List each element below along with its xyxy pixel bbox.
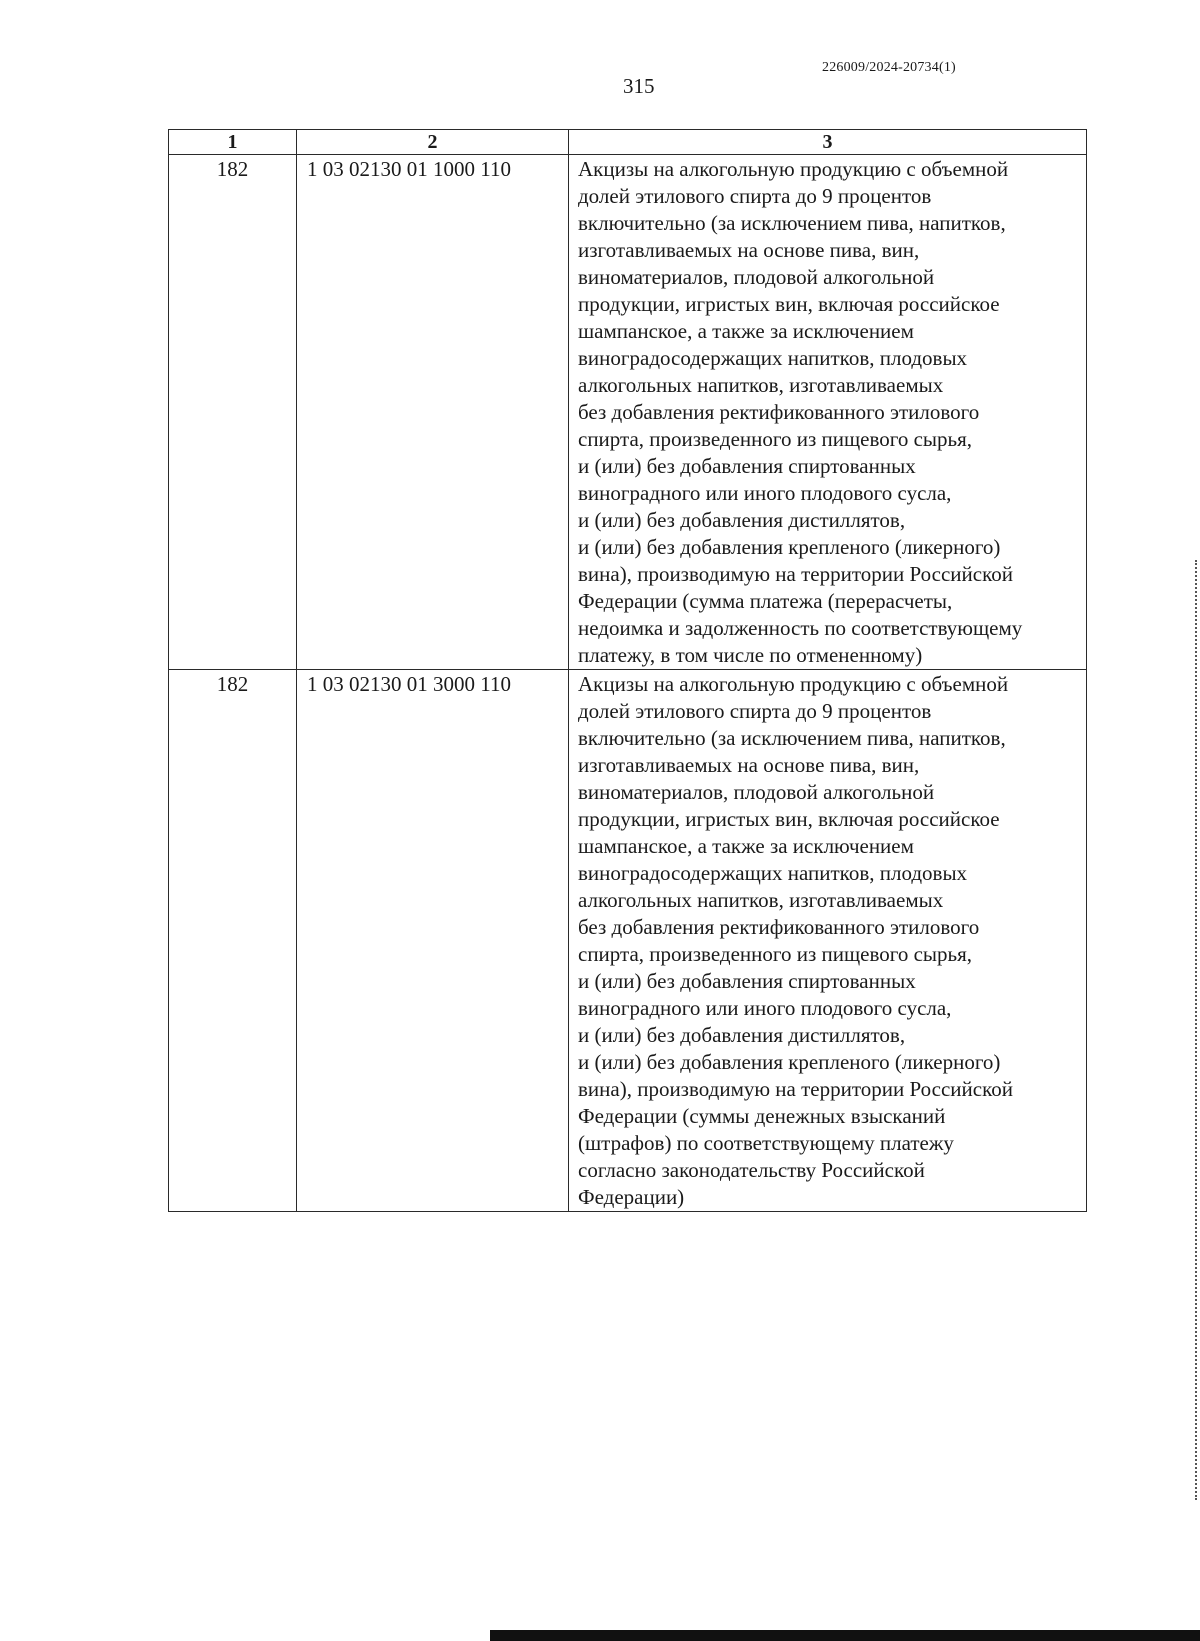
description-line: и (или) без добавления дистиллятов,: [578, 508, 906, 532]
description-line: изготавливаемых на основе пива, вин,: [578, 238, 920, 262]
description-line: Акцизы на алкогольную продукцию с объемной: [578, 157, 1009, 181]
description-line: виноградосодержащих напитков, плодовых: [578, 861, 968, 885]
description-line: шампанское, а также за исключением: [578, 319, 914, 343]
description-line: и (или) без добавления спиртованных: [578, 454, 916, 478]
table-row: [169, 155, 1087, 670]
description-line: спирта, произведенного из пищевого сырья,: [578, 942, 972, 966]
description-line: платежу, в том числе по отмененному): [578, 643, 923, 667]
description-line: виноградосодержащих напитков, плодовых: [578, 346, 968, 370]
description-line: без добавления ректификованного этилового: [578, 915, 980, 939]
description-line: недоимка и задолженность по соответствующему: [578, 616, 1023, 640]
description-line: спирта, произведенного из пищевого сырья,: [578, 427, 972, 451]
description-line: и (или) без добавления спиртованных: [578, 969, 916, 993]
description-line: вина), производимую на территории Российской: [578, 1077, 1013, 1101]
budget-codes-table: [168, 129, 1087, 1212]
column-header-2: 2: [297, 130, 569, 155]
description-line: виноградного или иного плодового сусла,: [578, 996, 952, 1020]
page-number: 315: [623, 74, 655, 98]
scan-bottom-band: [490, 1630, 1200, 1641]
description-line: вина), производимую на территории Российской: [578, 562, 1013, 586]
description-line: долей этилового спирта до 9 процентов: [578, 699, 932, 723]
admin-code-cell: 182: [169, 670, 297, 1212]
description-line: виноматериалов, плодовой алкогольной: [578, 265, 935, 289]
description-line: виноградного или иного плодового сусла,: [578, 481, 952, 505]
budget-classification-code-cell: 1 03 02130 01 1000 110: [297, 155, 569, 670]
description-line: и (или) без добавления дистиллятов,: [578, 1023, 906, 1047]
budget-classification-code-cell: 1 03 02130 01 3000 110: [297, 670, 569, 1212]
column-header-1: 1: [169, 130, 297, 155]
table-header-row: [169, 130, 1087, 155]
description-line: Федерации (сумма платежа (перерасчеты,: [578, 589, 953, 613]
description-line: включительно (за исключением пива, напитков,: [578, 726, 1006, 750]
column-header-3: 3: [569, 130, 1087, 155]
description-line: виноматериалов, плодовой алкогольной: [578, 780, 935, 804]
description-line: и (или) без добавления крепленого (ликерного): [578, 535, 1001, 559]
description-line: (штрафов) по соответствующему платежу: [578, 1131, 954, 1155]
description-line: шампанское, а также за исключением: [578, 834, 914, 858]
description-line: включительно (за исключением пива, напитков,: [578, 211, 1006, 235]
scan-edge-mark: [1195, 560, 1197, 1500]
revenue-description-cell: [569, 155, 1087, 670]
description-line: алкогольных напитков, изготавливаемых: [578, 888, 944, 912]
description-line: Федерации (суммы денежных взысканий: [578, 1104, 946, 1128]
description-line: Федерации): [578, 1185, 685, 1209]
description-line: без добавления ректификованного этилового: [578, 400, 980, 424]
revenue-description-cell: [569, 670, 1087, 1212]
document-registration-number: 226009/2024-20734(1): [822, 60, 956, 75]
description-line: алкогольных напитков, изготавливаемых: [578, 373, 944, 397]
table-body: [169, 155, 1087, 1212]
description-line: Акцизы на алкогольную продукцию с объемной: [578, 672, 1009, 696]
description-line: продукции, игристых вин, включая российское: [578, 292, 1000, 316]
admin-code-cell: 182: [169, 155, 297, 670]
table-row: [169, 670, 1087, 1212]
description-line: продукции, игристых вин, включая российское: [578, 807, 1000, 831]
description-line: и (или) без добавления крепленого (ликерного): [578, 1050, 1001, 1074]
description-line: изготавливаемых на основе пива, вин,: [578, 753, 920, 777]
description-line: согласно законодательству Российской: [578, 1158, 925, 1182]
description-line: долей этилового спирта до 9 процентов: [578, 184, 932, 208]
